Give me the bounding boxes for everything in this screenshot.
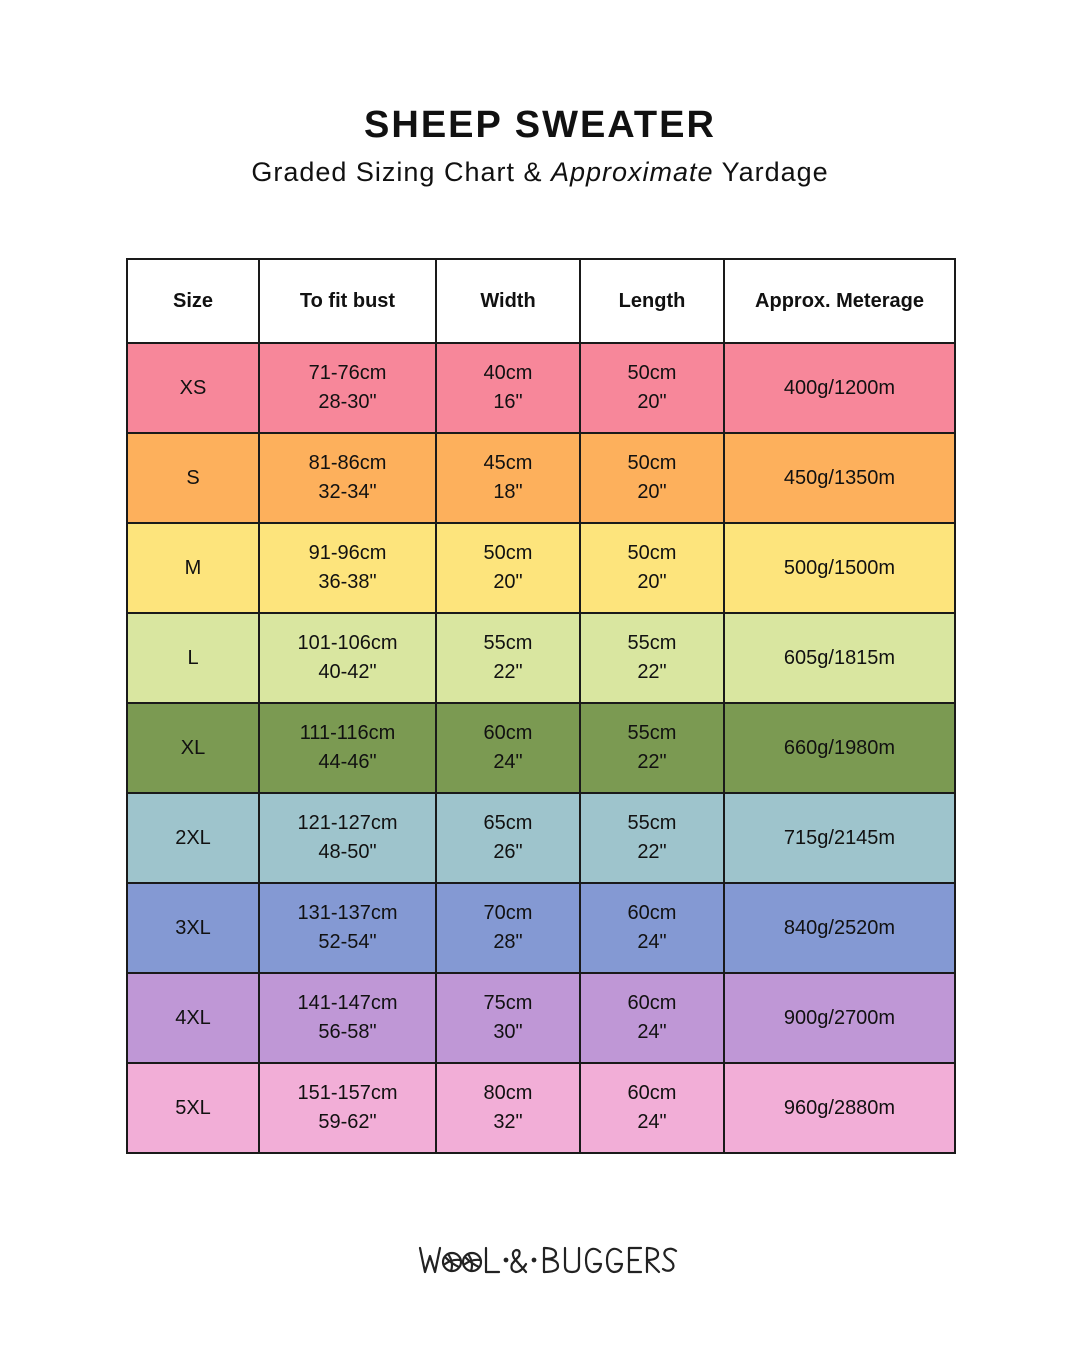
bust-cell-in: 59-62": [318, 1111, 377, 1133]
brand-logo: [0, 1240, 1080, 1280]
length-cell-cm: 50cm: [627, 542, 677, 564]
bust-cell-in: 36-38": [318, 571, 377, 593]
length-cell: [580, 973, 724, 1063]
table-row: [127, 973, 955, 1063]
table-row: [127, 523, 955, 613]
sizing-table: [126, 258, 956, 1154]
length-cell-cm: 60cm: [627, 992, 677, 1014]
size-cell: 2XL: [127, 793, 259, 883]
bust-cell-cm: 111-116cm: [299, 722, 396, 744]
bust-cell: [259, 343, 436, 433]
meterage-cell: 900g/2700m: [724, 973, 955, 1063]
length-cell: [580, 523, 724, 613]
length-cell-in: 20": [637, 571, 667, 593]
width-cell-cm: 70cm: [483, 902, 533, 924]
width-cell-in: 30": [493, 1021, 523, 1043]
width-cell-cm: 60cm: [483, 722, 533, 744]
bust-cell-in: 28-30": [318, 391, 377, 413]
bust-cell-in: 52-54": [318, 931, 377, 953]
width-cell: [436, 613, 580, 703]
table-row: [127, 703, 955, 793]
size-cell: M: [127, 523, 259, 613]
length-cell: [580, 1063, 724, 1153]
bust-cell: [259, 433, 436, 523]
header-meterage: Approx. Meterage: [724, 259, 955, 343]
bust-cell-in: 56-58": [318, 1021, 377, 1043]
length-cell: [580, 883, 724, 973]
bust-cell-cm: 81-86cm: [308, 452, 387, 474]
length-cell-cm: 50cm: [627, 452, 677, 474]
width-cell: [436, 703, 580, 793]
width-cell-cm: 55cm: [483, 632, 533, 654]
width-cell-in: 16": [493, 391, 523, 413]
length-cell-in: 22": [637, 841, 667, 863]
meterage-cell: 660g/1980m: [724, 703, 955, 793]
bust-cell-cm: 121-127cm: [297, 812, 398, 834]
width-cell-cm: 65cm: [483, 812, 533, 834]
page-subtitle: [0, 157, 1080, 188]
table-header-row: [127, 259, 955, 343]
length-cell-in: 20": [637, 481, 667, 503]
meterage-cell: 715g/2145m: [724, 793, 955, 883]
bust-cell: [259, 973, 436, 1063]
width-cell-in: 18": [493, 481, 523, 503]
table-row: [127, 1063, 955, 1153]
width-cell-in: 20": [493, 571, 523, 593]
width-cell: [436, 793, 580, 883]
size-cell: S: [127, 433, 259, 523]
size-cell: 3XL: [127, 883, 259, 973]
length-cell-cm: 55cm: [627, 722, 677, 744]
bust-cell-in: 32-34": [318, 481, 377, 503]
size-cell: XS: [127, 343, 259, 433]
length-cell-in: 20": [637, 391, 667, 413]
meterage-cell: 605g/1815m: [724, 613, 955, 703]
bust-cell-in: 48-50": [318, 841, 377, 863]
header-length: Length: [580, 259, 724, 343]
header-bust: To fit bust: [259, 259, 436, 343]
length-cell-in: 22": [637, 751, 667, 773]
length-cell-in: 24": [637, 1111, 667, 1133]
meterage-cell: 500g/1500m: [724, 523, 955, 613]
bust-cell: [259, 703, 436, 793]
bust-cell-cm: 131-137cm: [297, 902, 398, 924]
length-cell: [580, 343, 724, 433]
table-body: [127, 343, 955, 1153]
bust-cell-in: 40-42": [318, 661, 377, 683]
length-cell-in: 24": [637, 1021, 667, 1043]
bust-cell-cm: 151-157cm: [297, 1082, 398, 1104]
bust-cell: [259, 1063, 436, 1153]
length-cell: [580, 703, 724, 793]
width-cell: [436, 883, 580, 973]
meterage-cell: 450g/1350m: [724, 433, 955, 523]
width-cell: [436, 433, 580, 523]
subtitle-emphasis: Approximate: [550, 157, 714, 187]
length-cell-cm: 60cm: [627, 902, 677, 924]
width-cell-in: 22": [493, 661, 523, 683]
width-cell-cm: 50cm: [483, 542, 533, 564]
bust-cell: [259, 883, 436, 973]
header-width: Width: [436, 259, 580, 343]
width-cell-cm: 80cm: [483, 1082, 533, 1104]
bust-cell-cm: 101-106cm: [297, 632, 398, 654]
logo-letter-w: [420, 1248, 440, 1272]
size-cell: XL: [127, 703, 259, 793]
length-cell-cm: 60cm: [627, 1082, 677, 1104]
meterage-cell: 400g/1200m: [724, 343, 955, 433]
bust-cell-in: 44-46": [318, 751, 377, 773]
size-cell: 4XL: [127, 973, 259, 1063]
width-cell-cm: 45cm: [483, 452, 533, 474]
table-row: [127, 793, 955, 883]
width-cell-in: 24": [493, 751, 523, 773]
meterage-cell: 840g/2520m: [724, 883, 955, 973]
width-cell-cm: 75cm: [483, 992, 533, 1014]
table-row: [127, 613, 955, 703]
width-cell: [436, 343, 580, 433]
width-cell: [436, 973, 580, 1063]
length-cell: [580, 793, 724, 883]
length-cell-in: 24": [637, 931, 667, 953]
width-cell-in: 26": [493, 841, 523, 863]
bust-cell: [259, 793, 436, 883]
size-cell: 5XL: [127, 1063, 259, 1153]
width-cell: [436, 523, 580, 613]
bust-cell: [259, 613, 436, 703]
subtitle-tail: Yardage: [713, 157, 829, 187]
table-row: [127, 343, 955, 433]
page-title: SHEEP SWEATER: [364, 104, 716, 146]
table-row: [127, 433, 955, 523]
bust-cell-cm: 141-147cm: [297, 992, 398, 1014]
bust-cell: [259, 523, 436, 613]
length-cell-cm: 55cm: [627, 632, 677, 654]
logo-letter-l: [486, 1248, 499, 1272]
length-cell: [580, 613, 724, 703]
width-cell-in: 32": [493, 1111, 523, 1133]
bust-cell-cm: 71-76cm: [308, 362, 387, 384]
length-cell-cm: 55cm: [627, 812, 677, 834]
length-cell: [580, 433, 724, 523]
length-cell-in: 22": [637, 661, 667, 683]
length-cell-cm: 50cm: [627, 362, 677, 384]
meterage-cell: 960g/2880m: [724, 1063, 955, 1153]
width-cell-cm: 40cm: [483, 362, 533, 384]
bust-cell-cm: 91-96cm: [308, 542, 387, 564]
subtitle-lead: Graded Sizing Chart &: [251, 157, 551, 187]
width-cell-in: 28": [493, 931, 523, 953]
header-size: Size: [127, 259, 259, 343]
ampersand-glyph: [512, 1250, 527, 1272]
size-cell: L: [127, 613, 259, 703]
width-cell: [436, 1063, 580, 1153]
table-row: [127, 883, 955, 973]
